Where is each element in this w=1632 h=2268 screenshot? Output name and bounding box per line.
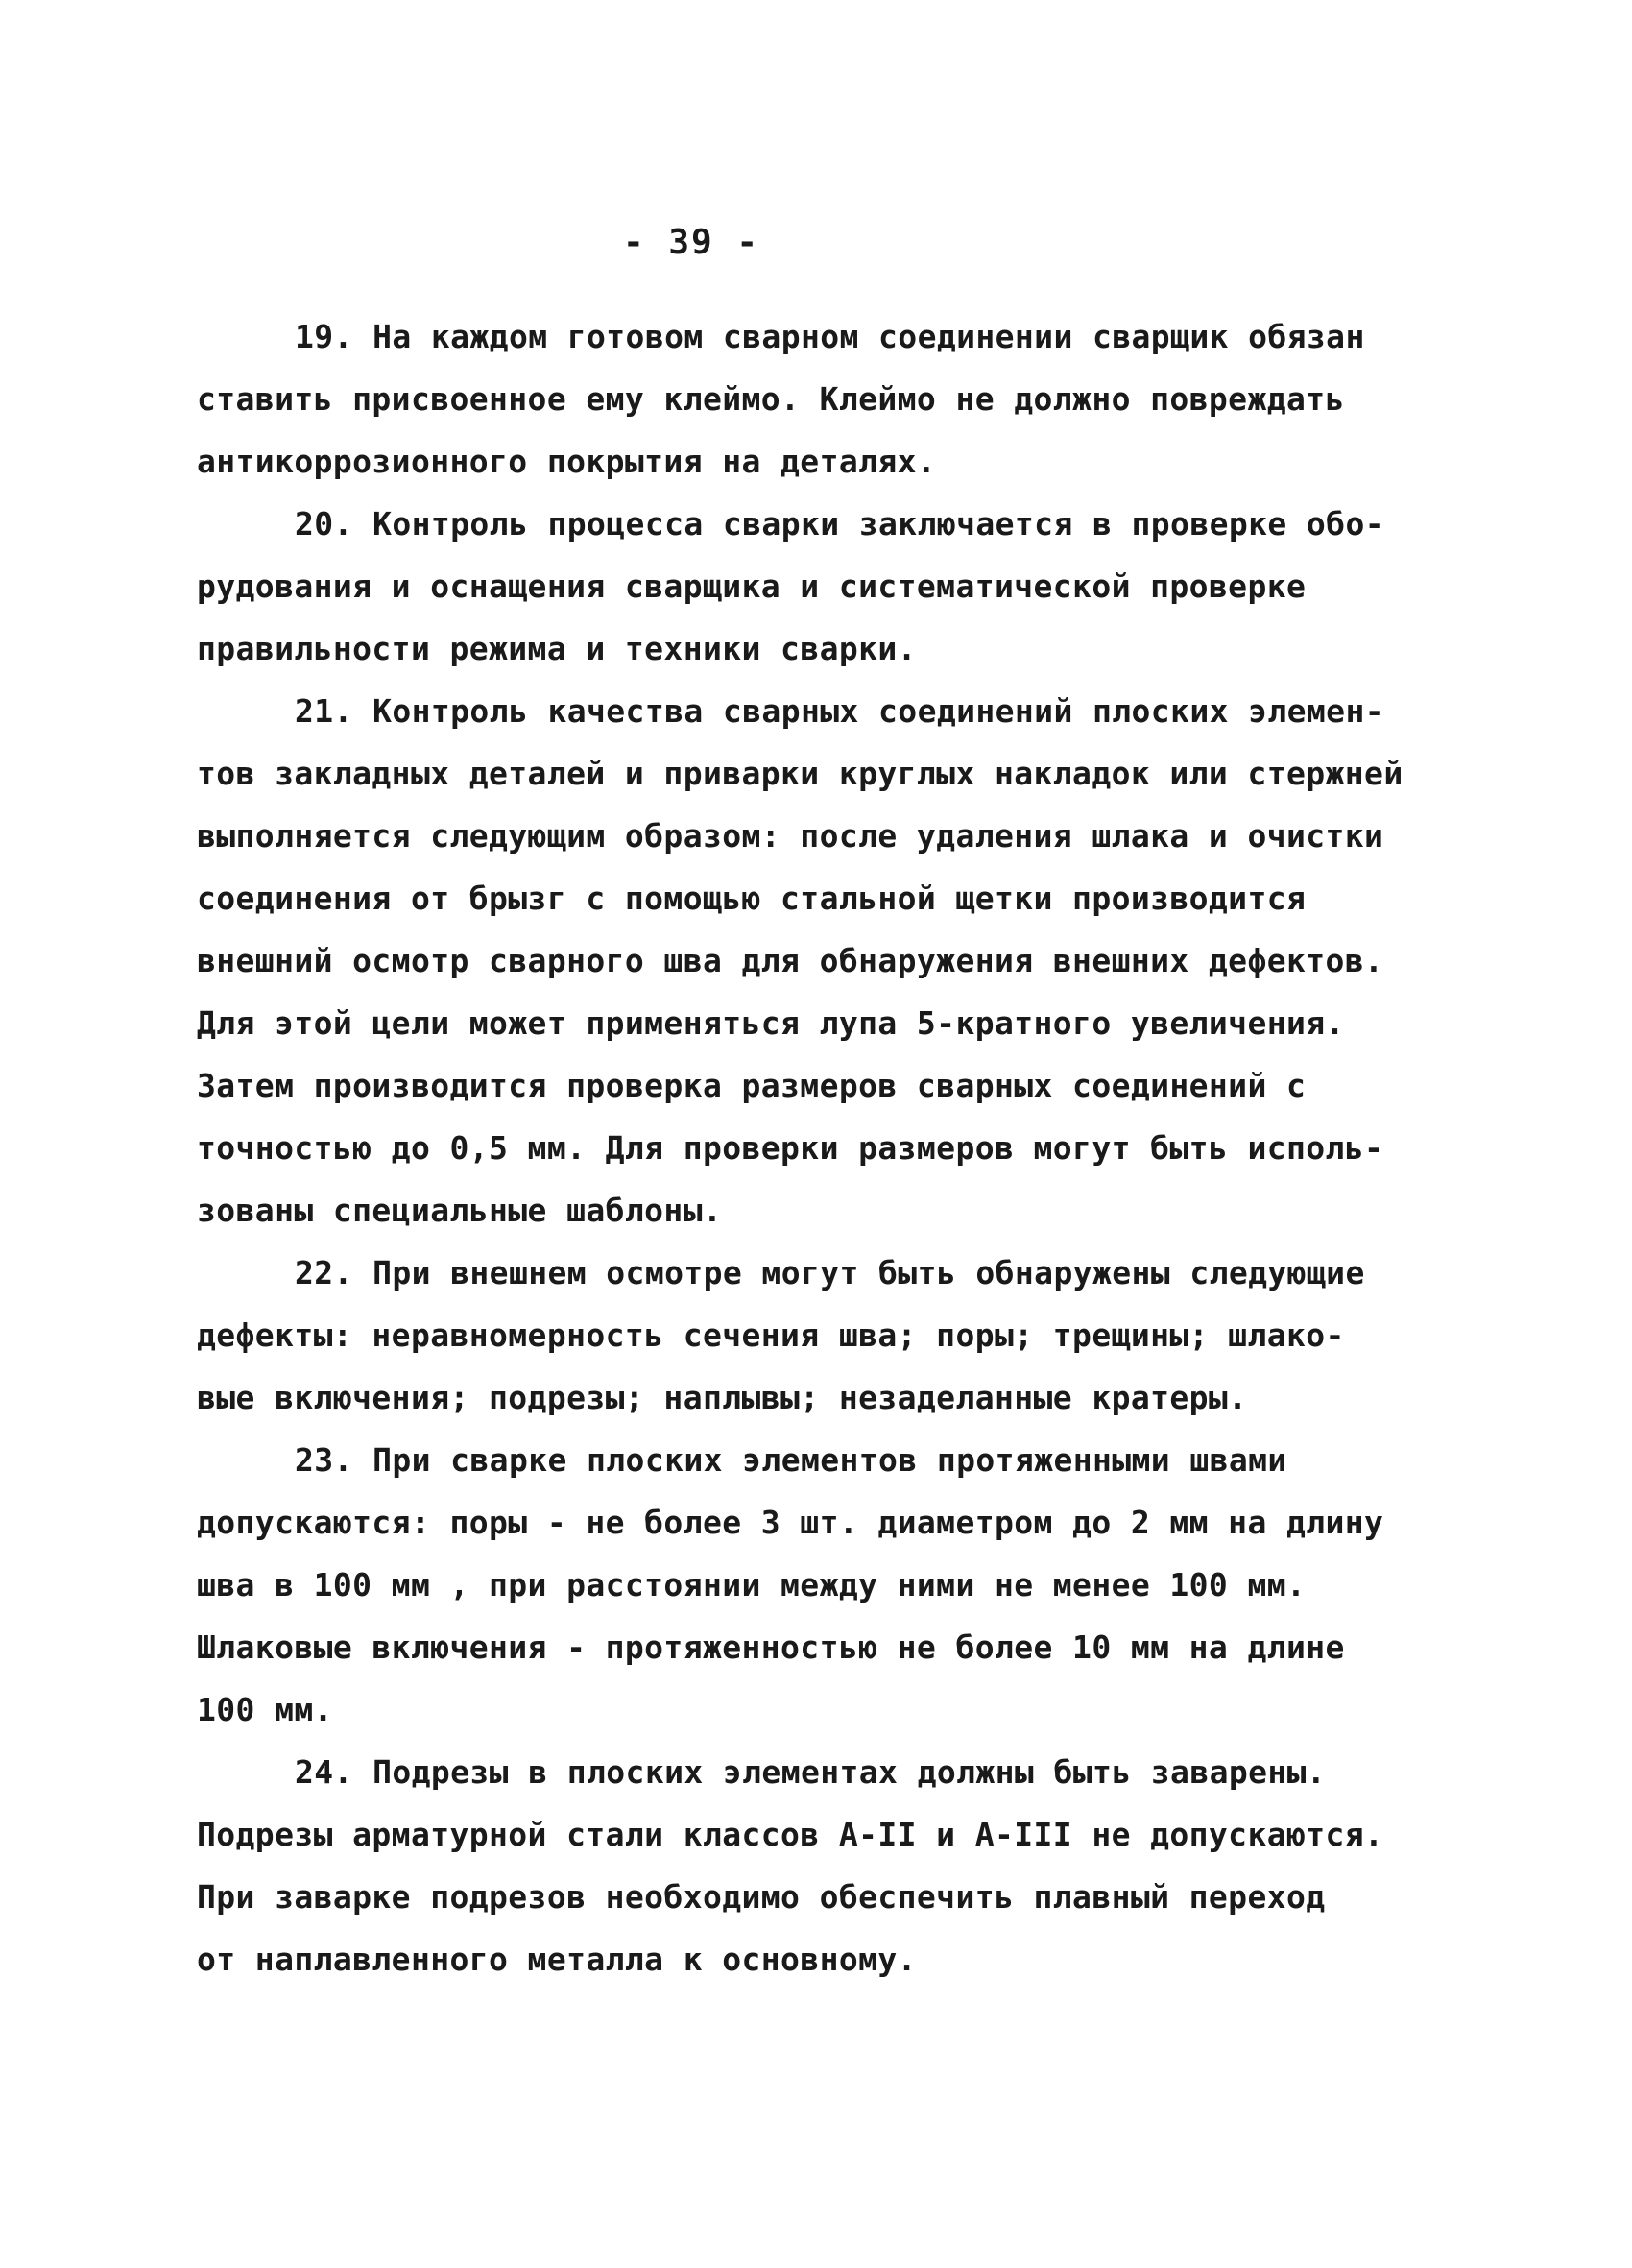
- paragraph-22-line: вые включения; подрезы; наплывы; незаделанные кратеры.: [197, 1379, 1248, 1416]
- paragraph-20-line: рудования и оснащения сварщика и систематической проверке: [197, 567, 1307, 605]
- paragraph-24-line: 24. Подрезы в плоских элементах должны быть заварены.: [295, 1753, 1327, 1791]
- paragraph-21-line: тов закладных деталей и приварки круглых накладок или стержней: [197, 755, 1404, 792]
- paragraph-22-line: 22. При внешнем осмотре могут быть обнаружены следующие: [295, 1254, 1365, 1291]
- paragraph-21-line: зованы специальные шаблоны.: [197, 1192, 723, 1229]
- paragraph-19-line: антикоррозионного покрытия на деталях.: [197, 443, 937, 480]
- paragraph-21-line: 21. Контроль качества сварных соединений плоских элемен-: [295, 692, 1384, 730]
- paragraph-19-line: ставить присвоенное ему клеймо. Клеймо не должно повреждать: [197, 380, 1345, 418]
- paragraph-21-line: точностью до 0,5 мм. Для проверки размеров могут быть исполь-: [197, 1129, 1384, 1167]
- paragraph-24-line: от наплавленного металла к основному.: [197, 1941, 917, 1978]
- paragraph-23-line: Шлаковые включения - протяженностью не более 10 мм на длине: [197, 1629, 1345, 1666]
- paragraph-23-line: 23. При сварке плоских элементов протяженными швами: [295, 1441, 1287, 1479]
- paragraph-20-line: правильности режима и техники сварки.: [197, 630, 917, 667]
- paragraph-24-line: При заварке подрезов необходимо обеспечить плавный переход: [197, 1878, 1326, 1916]
- paragraph-21-line: соединения от брызг с помощью стальной щетки производится: [197, 880, 1307, 917]
- paragraph-19-line: 19. На каждом готовом сварном соединении сварщик обязан: [295, 318, 1365, 355]
- paragraph-23-line: 100 мм.: [197, 1691, 333, 1728]
- paragraph-22-line: дефекты: неравномерность сечения шва; поры; трещины; шлако-: [197, 1316, 1345, 1354]
- paragraph-21-line: выполняется следующим образом: после удаления шлака и очистки: [197, 817, 1384, 855]
- paragraph-21-line: Затем производится проверка размеров сварных соединений с: [197, 1067, 1307, 1104]
- paragraph-21-line: Для этой цели может применяться лупа 5-кратного увеличения.: [197, 1004, 1345, 1042]
- page-number: - 39 -: [622, 223, 760, 262]
- body-text: [197, 305, 1426, 1991]
- paragraph-24-line: Подрезы арматурной стали классов А-II и А-III не допускаются.: [197, 1816, 1384, 1853]
- paragraph-23-line: допускаются: поры - не более 3 шт. диаметром до 2 мм на длину: [197, 1504, 1384, 1541]
- paragraph-20-line: 20. Контроль процесса сварки заключается в проверке обо-: [295, 505, 1384, 543]
- paragraph-21-line: внешний осмотр сварного шва для обнаружения внешних дефектов.: [197, 942, 1384, 979]
- paragraph-23-line: шва в 100 мм , при расстоянии между ними не менее 100 мм.: [197, 1566, 1307, 1604]
